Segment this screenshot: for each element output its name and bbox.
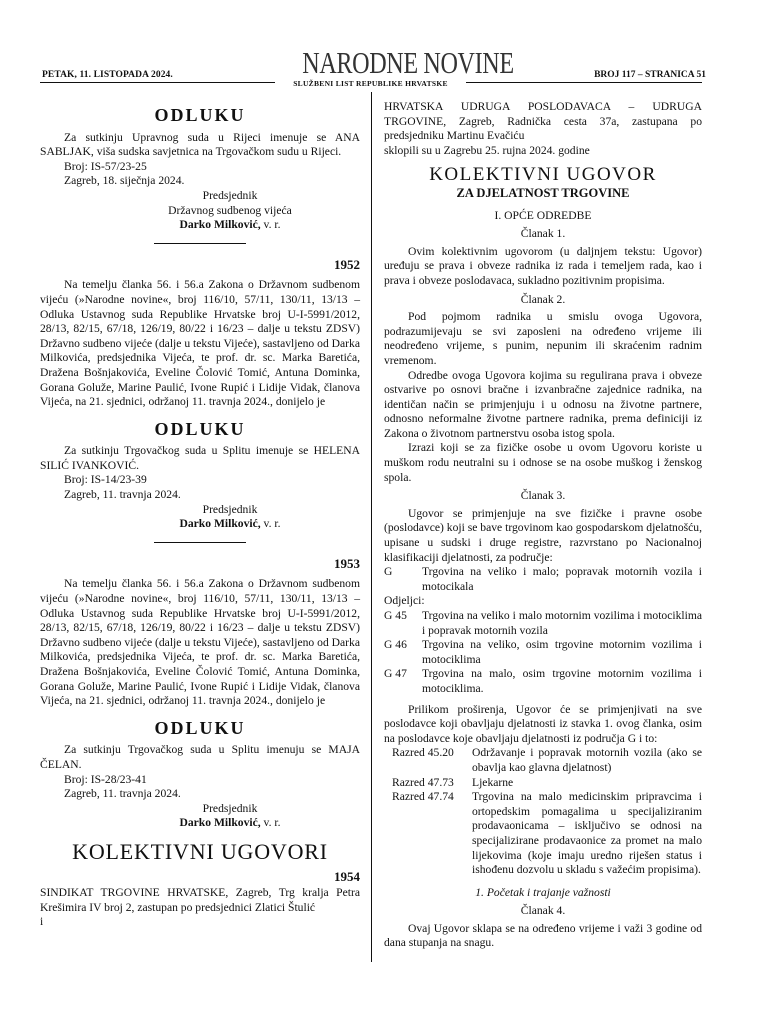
header-rule-right <box>466 82 702 83</box>
classification-item <box>384 638 702 667</box>
class-code: Razred 47.74 <box>392 790 454 804</box>
classification-code: G 45 <box>384 609 407 622</box>
decision-heading: ODLUKU <box>154 105 246 125</box>
decision-date: Zagreb, 11. travnja 2024. <box>64 488 181 502</box>
subsection-heading: 1. Početak i trajanje važnosti <box>475 885 611 899</box>
decision-number: Broj: IS-28/23-41 <box>64 772 147 786</box>
signatory-suffix: v. r. <box>260 517 281 531</box>
issue-page-number: BROJ 117 – STRANICA 51 <box>594 70 706 80</box>
classification-item <box>384 667 702 696</box>
party-text: SINDIKAT TRGOVINE HRVATSKE, Zagreb, Trg kralja Petra Krešimira IV broj 2, zastupan po predsjednici Zlatici Štulić <box>40 886 360 914</box>
header-rule-left <box>40 82 275 83</box>
section-title: KOLEKTIVNI UGOVORI <box>72 838 328 864</box>
signatory-suffix: v. r. <box>260 218 281 232</box>
class-desc: Ljekarne <box>472 775 514 789</box>
article-text: Odredbe ovoga Ugovora kojima su regulirana prava i obveze ostvarive po osnovi bračne i izvanbračne zajednice radnika, na identičan način se primjenjuju i u odnosu na životne partnere, odnosno neformalne životne partnere radnika, prema definiciji iz Zakona o životnom partnerstvu osoba istog spola. <box>384 368 702 440</box>
item-number: 1953 <box>334 555 360 571</box>
classification-desc: Trgovina na veliko, osim trgovine motornim vozilima i motociklima <box>422 638 702 666</box>
masthead <box>283 45 514 88</box>
part-heading: I. OPĆE ODREDBE <box>494 208 592 222</box>
decision-number: Broj: IS-57/23-25 <box>64 159 147 173</box>
signatory-role: Predsjednik <box>202 188 258 202</box>
subdivisions-label: Odjeljci: <box>384 594 425 608</box>
classification-desc: Trgovina na veliko i malo motornim vozilima i motociklima i popravak motornih vozila <box>422 609 702 637</box>
decision-heading: ODLUKU <box>154 717 246 738</box>
class-code: Razred 45.20 <box>392 746 454 760</box>
class-code: Razred 47.73 <box>392 775 454 789</box>
column-divider <box>371 92 372 962</box>
decision-date: Zagreb, 11. travnja 2024. <box>64 787 181 801</box>
item-number: 1954 <box>334 868 360 884</box>
class-desc: Održavanje i popravak motornih vozila (ako se obavlja kao glavna djelatnost) <box>472 746 702 774</box>
classification-item <box>384 609 702 638</box>
agreement-title: KOLEKTIVNI UGOVOR <box>429 164 657 186</box>
article-text: Ovaj Ugovor sklapa se na određeno vrijeme i važi 3 godine od dana stupanja na snagu. <box>384 921 702 950</box>
section-divider <box>154 243 246 244</box>
decision-number: Broj: IS-14/23-39 <box>64 473 147 487</box>
decision-heading: ODLUKU <box>154 418 246 439</box>
masthead-title: NARODNE NOVINE <box>302 45 514 80</box>
issue-date: PETAK, 11. LISTOPADA 2024. <box>42 70 173 80</box>
classification-desc: Trgovina na veliko i malo; popravak motornih vozila i motocikala <box>422 565 702 593</box>
party-text: HRVATSKA UDRUGA POSLODAVACA – UDRUGA TRGOVINE, Zagreb, Radnička cesta 37a, zastupana po predsjedniku Martinu Evačiću <box>384 100 702 143</box>
class-item <box>384 790 702 878</box>
signatory-suffix: v. r. <box>260 816 281 830</box>
article-text: Pod pojmom radnika u smislu ovoga Ugovora, podrazumijevaju se svi zaposleni na određeno vrijeme ili neodređeno vrijeme, s punim, nepunim ili skraćenim radnim vremenom. <box>384 310 702 367</box>
signatory-name: Darko Milković, <box>179 816 261 830</box>
signatory-body: Državnog sudbenog vijeća <box>168 203 292 217</box>
signatory <box>40 218 360 233</box>
signatory-name: Darko Milković, <box>179 517 261 531</box>
decision-text: Za sutkinju Trgovačkog suda u Splitu imenuju se MAJA ČELAN. <box>40 743 360 771</box>
article-text: Izrazi koji se za fizičke osobe u ovom Ugovoru koriste u muškom rodu neutralni su i odnose se na osobe muškog i ženskog spola. <box>384 441 702 484</box>
right-column <box>384 100 702 951</box>
item-number: 1952 <box>334 256 360 272</box>
article-heading: Članak 4. <box>520 904 566 918</box>
classification-code: G <box>384 565 393 579</box>
classification-code: G 47 <box>384 667 407 681</box>
article-text: Prilikom proširenja, Ugovor će se primjenjivati na sve poslodavce koji obavljaju djelatnosti iz stavka 1. ovog članka, osim na poslodavce koje obavljaju djelatnosti iz područja G i to: <box>384 702 702 745</box>
left-column <box>40 105 360 930</box>
article-text: Ovim kolektivnim ugovorom (u daljnjem tekstu: Ugovor) uređuju se prava i obveze radnika iz rada i temeljem rada, kao i prava i obveze poslodavaca, sukladno pozitivnim propisima. <box>384 244 702 287</box>
signing-statement: sklopili su u Zagrebu 25. rujna 2024. godine <box>384 143 590 157</box>
signatory-role: Predsjednik <box>202 801 258 815</box>
agreement-subtitle: ZA DJELATNOST TRGOVINE <box>456 185 630 200</box>
legal-basis-text: Na temelju članka 56. i 56.a Zakona o Državnom sudbenom vijeću (»Narodne novine«, broj 116/10, 57/11, 130/11, 13/13 – Odluka Ustavnog suda Republike Hrvatske broj U-I-5991/2012, 28/13, 82/15, 67/18, 126/19, 80/22 i 16/23 – dalje u tekstu ZDSV) Državno sudbeno vijeće (dalje u tekstu Vijeće), sastavljeno od Darka Milkovića, predsjednika Vijeća, te prof. dr. sc. Marka Baretića, Dražena Bošnjakovića, Eveline Čolović Tomić, Antuna Dominka, Gorana Goluže, Marine Paulić, Ivone Rupić i Lidije Vidak, članova Vijeća, na 21. sjednici, održanoj 11. travnja 2024., donijelo je <box>40 278 360 409</box>
classification-desc: Trgovina na malo, osim trgovine motornim vozilima i motociklima. <box>422 667 702 695</box>
signatory-role: Predsjednik <box>202 502 258 516</box>
legal-basis-text: Na temelju članka 56. i 56.a Zakona o Državnom sudbenom vijeću (»Narodne novine«, broj 116/10, 57/11, 130/11, 13/13 – Odluka Ustavnog suda Republike Hrvatske broj U-I-5991/2012, 28/13, 82/15, 67/18, 126/19, 80/22 i 16/23 – dalje u tekstu ZDSV) Državno sudbeno vijeće (dalje u tekstu Vijeće), sastavljeno od Darka Milkovića, predsjednika Vijeća, te prof. dr. sc. Marka Baretića, Dražena Bošnjakovića, Eveline Čolović Tomić, Antuna Dominka, Gorana Goluže, Marine Paulić, Ivone Rupić i Lidije Vidak, članova Vijeća, na 21. sjednici, održanoj 11. travnja 2024., donijelo je <box>40 577 360 708</box>
decision-text: Za sutkinju Upravnog suda u Rijeci imenuje se ANA SABLJAK, viša sudska savjetnica na Trgovačkom sudu u Rijeci. <box>40 130 360 159</box>
class-desc: Trgovina na malo medicinskim pripravcima i ortopedskim pomagalima u specijaliziranim prodavaonicama – isključivo se odnosi na specijalizirane prodavaonice za promet na malo lijekovima (koje imaju uredno riješen status i ishođenu dozvolu u skladu s važećim propisima). <box>472 790 702 877</box>
decision-text: Za sutkinju Trgovačkog suda u Splitu imenuje se HELENA SILIĆ IVANKOVIĆ. <box>40 444 360 472</box>
masthead-subtitle: SLUŽBENI LIST REPUBLIKE HRVATSKE <box>293 79 448 88</box>
signatory-name: Darko Milković, <box>179 218 261 232</box>
classification-code: G 46 <box>384 638 407 652</box>
article-text: Ugovor se primjenjuje na sve fizičke i pravne osobe (poslodavce) koji se bave trgovinom kao gospodarskom djelatnošću, upisane u sudski i druge registre, razvrstano po Nacionalnoj klasifikaciji djelatnosti, za područje: <box>384 506 702 564</box>
class-item <box>384 776 702 791</box>
signatory <box>40 816 360 831</box>
article-heading: Članak 3. <box>520 489 566 503</box>
signatory <box>40 517 360 532</box>
article-heading: Članak 1. <box>520 227 566 241</box>
class-item <box>384 746 702 775</box>
classification-item <box>384 565 702 594</box>
section-divider <box>154 542 246 543</box>
article-heading: Članak 2. <box>520 292 566 306</box>
decision-date: Zagreb, 18. siječnja 2024. <box>64 174 185 188</box>
conjunction: i <box>40 915 44 929</box>
